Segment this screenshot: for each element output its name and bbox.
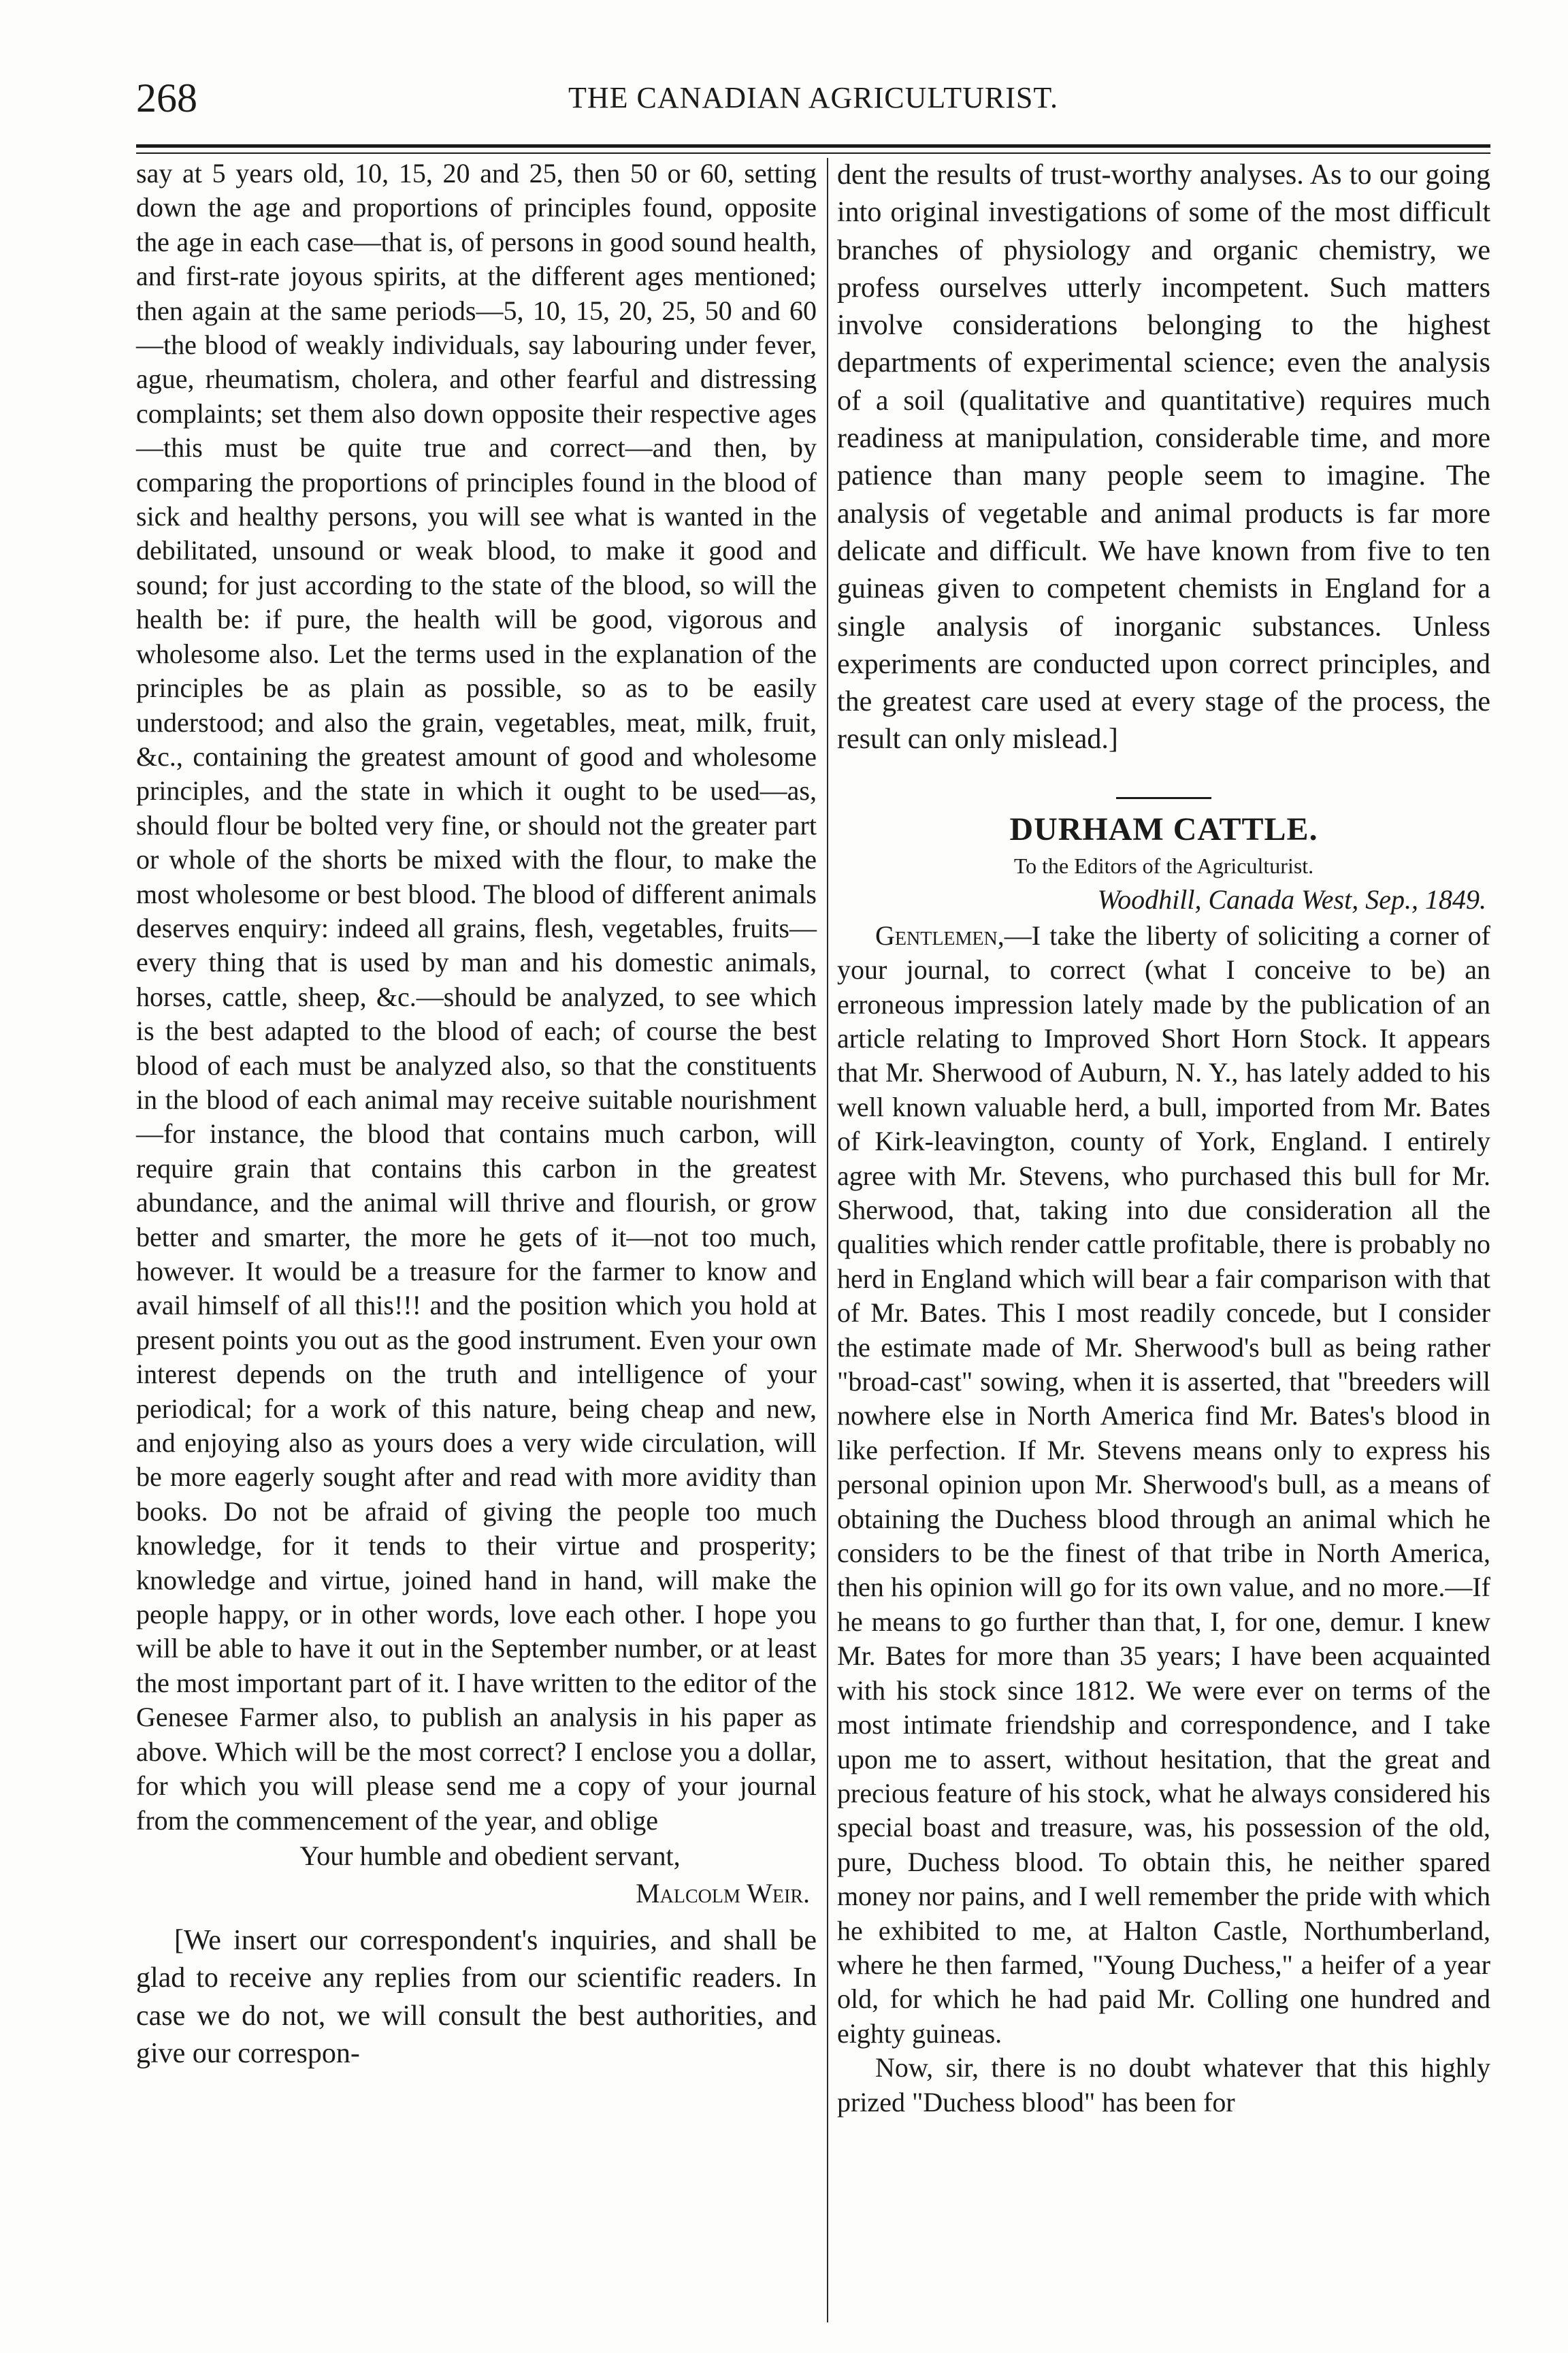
editor-note-continued: dent the results of trust-worthy analyses. As to our going into original investigations of some of the most difficult branches of physiology and organic chemistry, we profess ourselves utterly incompetent. Such matters involve considerations belonging to the highest departments of experimental science; even the analysis of a soil (qualitative and quantitative) requires much readiness at manipulation, considerable time, and more patience than many people seem to imagine. The analysis of vegetable and animal products is far more delicate and difficult. We have known from five to ten guineas given to competent chemists in England for a single analysis of inorganic substances. Unless experiments are conducted upon correct principles, and the greatest care used at every stage of the process, the result can only mislead.] — [837, 159, 1490, 756]
right-column — [837, 157, 1490, 2120]
salutation: Gentlemen, — [875, 920, 1004, 951]
article-dateline: Woodhill, Canada West, Sep., 1849. — [1097, 883, 1486, 915]
letter-signature: Malcolm Weir. — [636, 1877, 810, 1909]
column-divider — [827, 158, 828, 2322]
article-body — [837, 919, 1490, 2051]
article-last-paragraph: Now, sir, there is no doubt whatever that this highly prized "Duchess blood" has been for — [837, 2052, 1490, 2117]
header-rule-thick — [136, 144, 1490, 148]
article-subtitle: To the Editors of the Agriculturist. — [1013, 853, 1314, 878]
running-head — [136, 75, 1490, 129]
article-body-text: —I take the liberty of soliciting a corner of your journal, to correct (what I conceive to be) an erroneous impression lately made by the publication of an article relating to Improved Short Horn Stock. It appears that Mr. Sherwood of Auburn, N. Y., has lately added to his well known valuable herd, a bull, imported from Mr. Bates of Kirk-leavington, county of York, England. I entirely agree with Mr. Stevens, who purchased this bull for Mr. Sherwood, that, taking into due consideration all the qualities which render cattle profitable, there is probably no herd in England which will bear a fair comparison with that of Mr. Bates. This I most readily concede, but I consider the estimate made of Mr. Sherwood's bull as being rather "broad-cast" sowing, when it is asserted, that "breeders will nowhere else in North America find Mr. Bates's blood in like perfection. If Mr. Stevens means only to express his personal opinion upon Mr. Sherwood's bull, as a means of obtaining the Duchess blood through an animal which he considers to be the finest of that tribe in North America, then his opinion will go for its own value, and no more.—If he means to go further than that, I, for one, demur. I knew Mr. Bates for more than 35 years; I have been acquainted with his stock since 1812. We were ever on terms of the most intimate friendship and correspondence, and I take upon me to assert, without hesitation, that the great and precious feature of his stock, what he always considered his special boast and treasure, was, his possession of the old, pure, Duchess blood. To obtain this, he neither spared money nor pains, and I well remember the pride with which he exhibited to me, at Halton Castle, Northumberland, where he then farmed, "Young Duchess," a heifer of a year old, for which he had paid Mr. Colling one hundred and eighty guineas. — [837, 920, 1490, 2049]
page-number: 268 — [136, 76, 197, 120]
journal-title: THE CANADIAN AGRICULTURIST. — [568, 81, 1058, 114]
left-column — [136, 157, 817, 2073]
letter-body: say at 5 years old, 10, 15, 20 and 25, then 50 or 60, setting down the age and proportions of principles found, opposite the age in each case—that is, of persons in good sound health, and first-rate joyous spirits, at the different ages mentioned; then again at the same periods—5, 10, 15, 20, 25, 50 and 60—the blood of weakly individuals, say labouring under fever, ague, rheumatism, cholera, and other fearful and distressing complaints; set them also down opposite their respective ages—this must be quite true and correct—and then, by comparing the proportions of principles found in the blood of sick and healthy persons, you will see what is wanted in the debilitated, unsound or weak blood, to make it good and sound; for just according to the state of the blood, so will the health be: if pure, the health will be good, vigorous and wholesome also. Let the terms used in the explanation of the principles be as plain as possible, so as to be easily understood; and also the grain, vegetables, meat, milk, fruit, &c., containing the greatest amount of good and wholesome principles, and the state in which it ought to be used—as, should flour be bolted very fine, or should not the greater part or whole of the shorts be mixed with the flour, to make the most wholesome or best blood. The blood of different animals deserves enquiry: indeed all grains, flesh, vegetables, fruits—every thing that is used by man and his domestic animals, horses, cattle, sheep, &c.—should be analyzed, to see which is the best adapted to the blood of each; of course the best blood of each must be analyzed also, so that the constituents in the blood of each animal may receive suitable nourishment—for instance, the blood that contains much carbon, will require grain that contains this carbon in the greatest abundance, and the animal will thrive and flourish, or grow better and smarter, the more he gets of it—not too much, however. It would be a treasure for the farmer to know and avail himself of all this!!! and the position which you hold at present points you out as the good instrument. Even your own interest depends on the truth and intelligence of your periodical; for a work of this nature, being cheap and new, and enjoying also as yours does a very wide circulation, will be more eagerly sought after and read with more avidity than books. Do not be afraid of giving the people too much knowledge, for it tends to their virtue and prosperity; knowledge and virtue, joined hand in hand, will make the people happy, or in other words, love each other. I hope you will be able to have it out in the September number, or at least the most important part of it. I have written to the editor of the Genesee Farmer also, to publish an analysis in his paper as above. Which will be the most correct? I enclose you a dollar, for which you will please send me a copy of your journal from the commencement of the year, and oblige — [136, 158, 817, 1836]
header-rule-thin — [136, 152, 1490, 154]
editor-note: [We insert our correspondent's inquiries, and shall be glad to receive any replies from our scientific readers. In case we do not, we will consult the best authorities, and give our correspon- — [136, 1924, 817, 2069]
letter-signoff: Your humble and obedient servant, — [299, 1840, 681, 1871]
section-divider — [1116, 797, 1211, 799]
article-title: DURHAM CATTLE. — [1009, 811, 1318, 847]
